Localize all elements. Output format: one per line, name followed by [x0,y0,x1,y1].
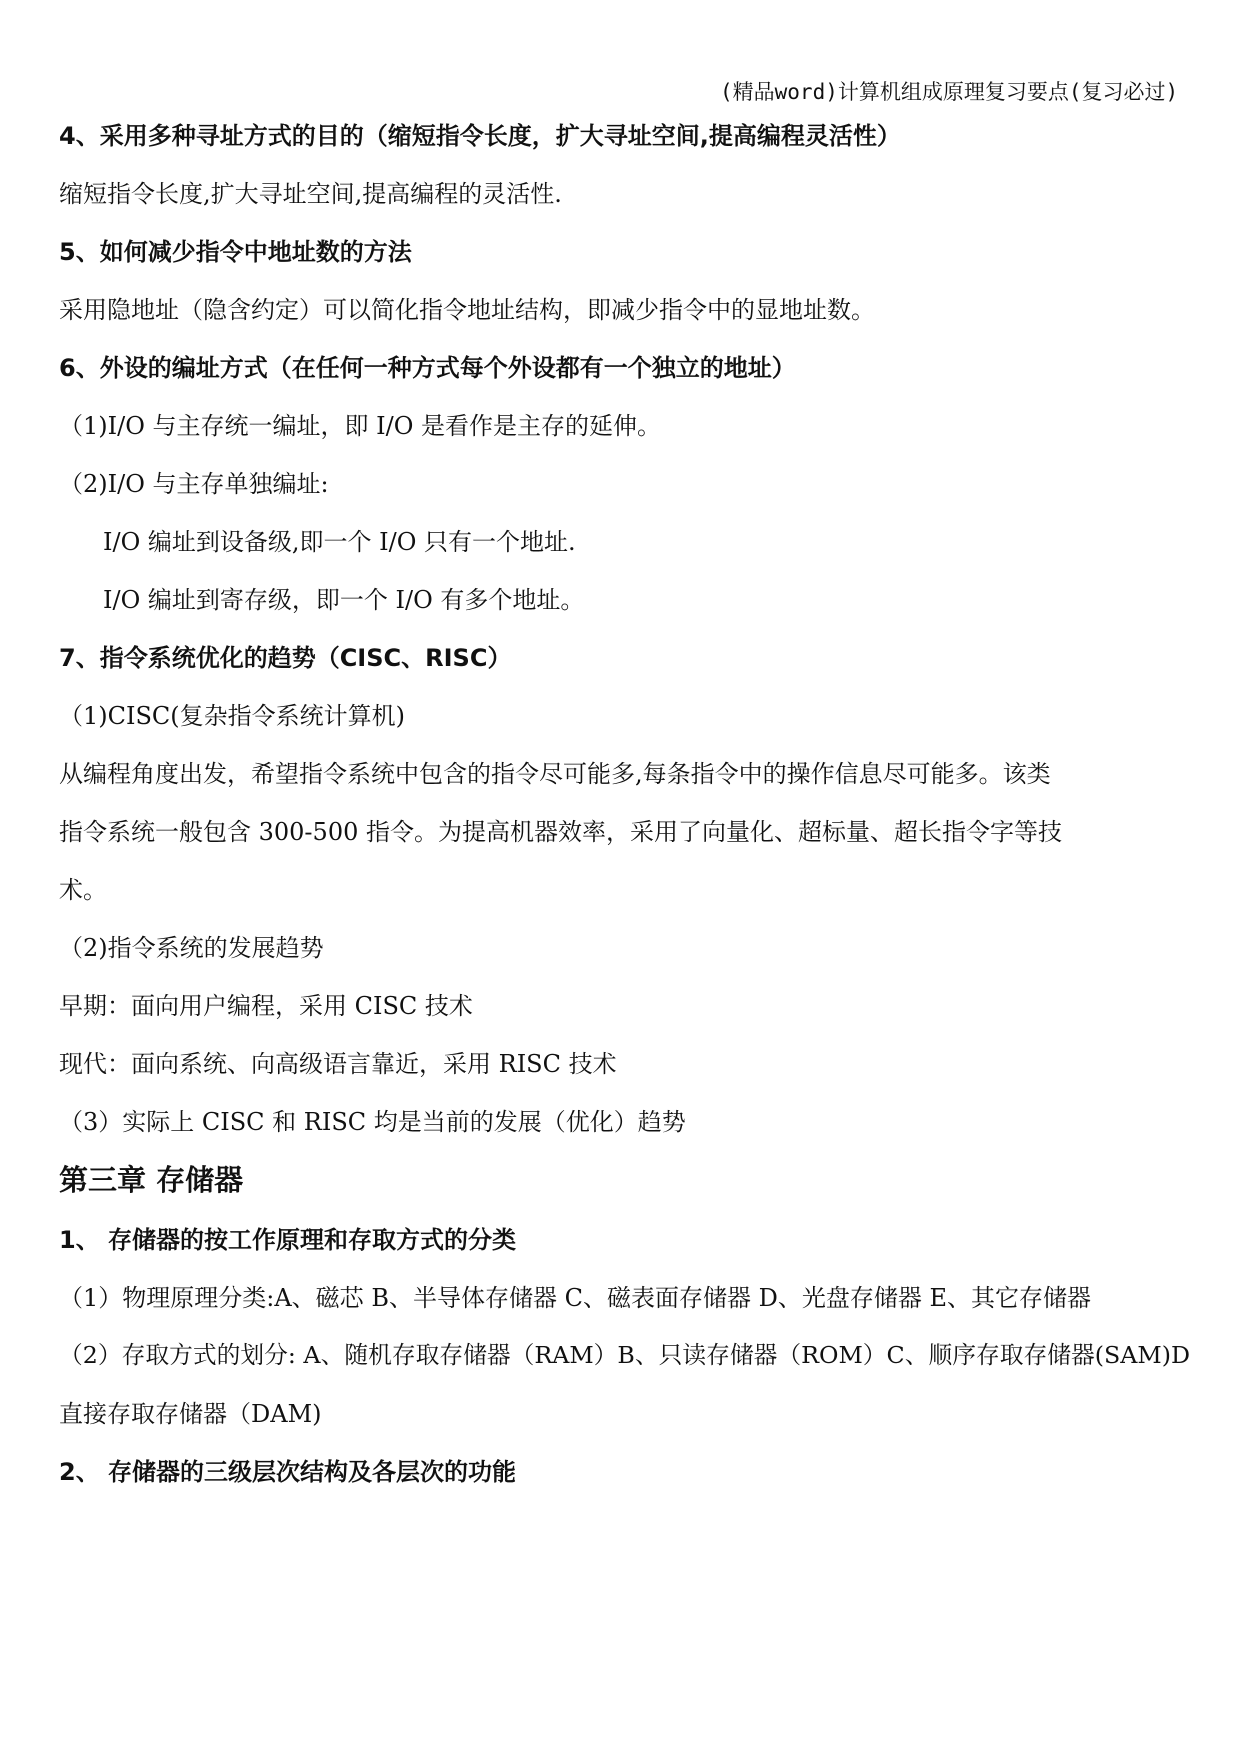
answer-q7-para-line3: 术。 [59,876,107,904]
heading-ch3-q1: 1、 存储器的按工作原理和存取方式的分类 [59,1226,517,1254]
answer-q7-item3: （3）实际上 CISC 和 RISC 均是当前的发展（优化）趋势 [59,1108,686,1136]
answer-q4: 缩短指令长度,扩大寻址空间,提高编程的灵活性. [59,180,562,208]
answer-q6-item2: （2)I/O 与主存单独编址: [59,470,329,498]
answer-q7-early: 早期：面向用户编程，采用 CISC 技术 [59,992,473,1020]
heading-q4: 4、采用多种寻址方式的目的（缩短指令长度，扩大寻址空间,提高编程灵活性） [59,122,901,150]
answer-q7-item1: （1)CISC(复杂指令系统计算机) [59,702,406,730]
answer-q5: 采用隐地址（隐含约定）可以简化指令地址结构，即减少指令中的显地址数。 [59,296,875,324]
answer-q7-item2: （2)指令系统的发展趋势 [59,934,324,962]
heading-q6: 6、外设的编址方式（在任何一种方式每个外设都有一个独立的地址） [59,354,796,382]
answer-q7-para-line1: 从编程角度出发，希望指令系统中包含的指令尽可能多,每条指令中的操作信息尽可能多。该类 [59,760,1051,788]
answer-q6-item1: （1)I/O 与主存统一编址，即 I/O 是看作是主存的延伸。 [59,412,662,440]
page-header: (精品word)计算机组成原理复习要点(复习必过) [720,80,1179,104]
answer-q6-sub1: I/O 编址到设备级,即一个 I/O 只有一个地址. [103,528,576,556]
answer-ch3-q1-item1: （1）物理原理分类:A、磁芯 B、半导体存储器 C、磁表面存储器 D、光盘存储器 E、其它存储器 [59,1284,1091,1312]
answer-ch3-q1-item2: （2）存取方式的划分: A、随机存取存储器（RAM）B、只读存储器（ROM）C、顺序存取存储器(SAM)D [59,1341,1191,1369]
chapter-title: 第三章 存储器 [59,1163,244,1197]
heading-q7: 7、指令系统优化的趋势（CISC、RISC） [59,644,512,672]
heading-ch3-q2: 2、 存储器的三级层次结构及各层次的功能 [59,1458,517,1486]
answer-q7-para-line2: 指令系统一般包含 300-500 指令。为提高机器效率，采用了向量化、超标量、超长指令字等技 [59,818,1062,846]
heading-q5: 5、如何减少指令中地址数的方法 [59,238,412,266]
answer-ch3-q1-item2-cont: 直接存取存储器（DAM) [59,1400,322,1428]
answer-q6-sub2: I/O 编址到寄存级，即一个 I/O 有多个地址。 [103,586,585,614]
answer-q7-modern: 现代：面向系统、向高级语言靠近，采用 RISC 技术 [59,1050,617,1078]
